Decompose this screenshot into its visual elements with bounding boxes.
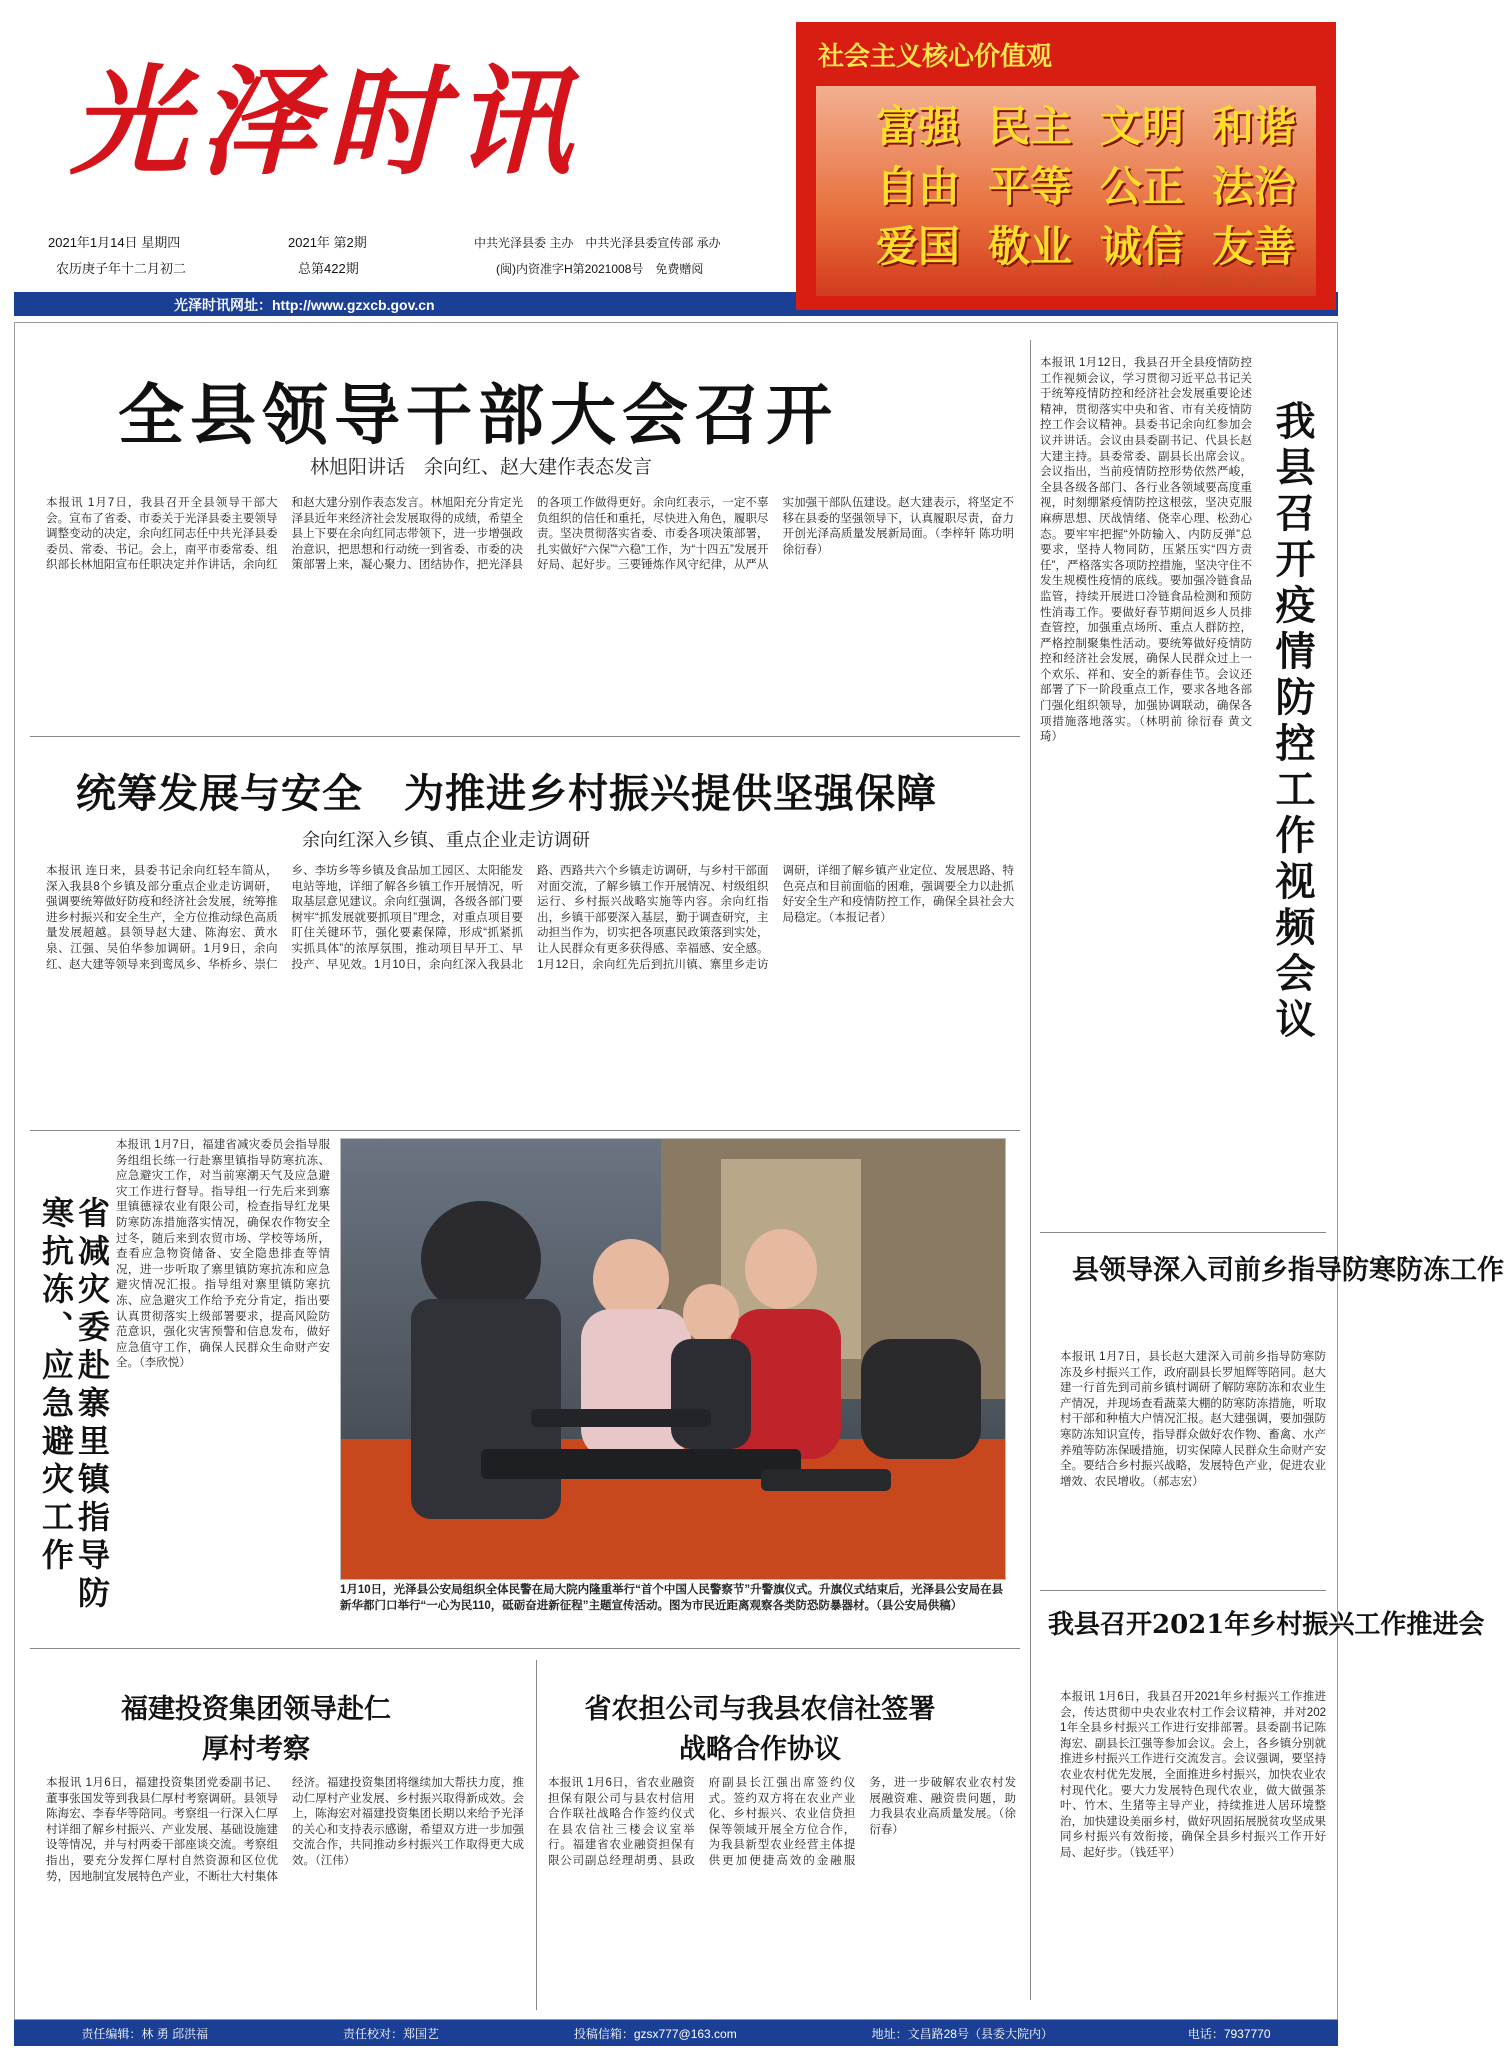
value-word: 诚信 (1099, 222, 1184, 271)
values-row-2 (876, 154, 1296, 214)
values-row-3 (876, 214, 1296, 274)
total-issue: 总第422期 (298, 261, 359, 276)
issue-number: 2021年 第2期 (288, 235, 367, 250)
story2-headline: 统筹发展与安全 为推进乡村振兴提供坚强保障 (76, 770, 937, 817)
column-divider (536, 1660, 537, 2010)
core-values-title: 社会主义核心价值观 (818, 41, 1053, 71)
divider (30, 736, 1020, 737)
lead-headline: 全县领导干部大会召开 (118, 376, 838, 454)
value-word: 文明 (1099, 102, 1184, 151)
divider (30, 1130, 1020, 1131)
date-gregorian: 2021年1月14日 星期四 (48, 235, 181, 250)
page-footer (14, 2020, 1338, 2046)
lead-subhead: 林旭阳讲话 余向红、赵大建作表态发言 (310, 457, 653, 478)
sponsor-line: 中共光泽县委 主办 中共光泽县委宣传部 承办 (474, 236, 721, 250)
value-word: 爱国 (876, 222, 961, 271)
photo-caption: 1月10日，光泽县公安局组织全体民警在局大院内隆重举行“首个中国人民警察节”升警旗仪式。升旗仪式结束后，光泽县公安局在县新华都门口举行“一心为民110，砥砺奋进新征程”主题宣传活动。图为市民近距离观察各类防恐防暴器材。（县公安局供稿） (340, 1584, 1004, 1612)
police-photo (340, 1138, 1006, 1580)
right-story3-headline: 我县召开2021年乡村振兴工作推进会 (1048, 1610, 1485, 1640)
value-word: 公正 (1099, 162, 1184, 211)
right-story2-headline-line1: 县领导深入司前乡指导防寒防冻工作 (1072, 1255, 1504, 1286)
story2-subhead: 余向红深入乡镇、重点企业走访调研 (302, 830, 590, 850)
left-story-body: 本报讯 1月7日，福建省减灾委员会指导服务组组长练一行赴寨里镇指导防寒抗冻、应急避灾工作，对当前寒潮天气及应急避灾工作进行督导。指导组一行先后来到寨里镇德禄农业有限公司，检查指导红龙果防寒防冻措施落实情况，确保农作物安全过冬，随后来到农贸市场、学校等场所，查看应急物资储备、安全隐患排查等情况，进一步听取了寨里镇防寒抗冻和应急避灾情况汇报。指导组对寨里镇防寒抗冻、应急避灾工作给予充分肯定，指出要认真贯彻落实上级部署要求，提高风险防范意识，强化灾害预警和信息发布，做好应急值守工作，确保人民群众生命财产安全。（李欣悦） (116, 1139, 330, 1370)
footer-address: 地址：文昌路28号（县委大院内） (871, 2026, 1053, 2041)
footer-editor: 责任编辑：林 勇 邱洪福 (81, 2026, 209, 2041)
bottom-story1-headline: 福建投资集团领导赴仁厚村考察 (121, 1694, 391, 1765)
value-word: 敬业 (987, 222, 1072, 271)
values-row-1 (876, 94, 1296, 154)
left-story-headline: 省减灾委赴寨里镇指导防寒抗冻、应急避灾工作 (37, 1196, 111, 1614)
footer-email[interactable]: 投稿信箱：gzsx777@163.com (573, 2026, 737, 2041)
value-word: 自由 (876, 162, 961, 211)
divider (30, 1648, 1020, 1649)
core-values-ad (796, 22, 1336, 310)
footer-proofreader: 责任校对：郑国艺 (342, 2026, 439, 2041)
website-text[interactable]: 光泽时讯网址：http://www.gzxcb.gov.cn (174, 297, 435, 313)
lead-body: 本报讯 1月7日，我县召开全县领导干部大会。宣布了省委、市委关于光泽县委主要领导调整变动的决定，余向红同志任中共光泽县委委员、常委、书记。会上，南平市委常委、组织部长林旭阳宣布任职决定并作讲话，余向红和赵大建分别作表态发言。林旭阳充分肯定光泽县近年来经济社会发展取得的成绩，希望全县上下要在余向红同志带领下，进一步增强政治意识，把思想和行动统一到省委、市委的决策部署上来，凝心聚力、团结协作，把光泽县的各项工作做得更好。余向红表示，一定不辜负组织的信任和重托，尽快进入角色，履职尽责。坚决贯彻落实省委、市委各项决策部署，扎实做好“六保”“六稳”工作，为“十四五”发展开好局、起好步。三要锤炼作风守纪律，从严从实加强干部队伍建设。赵大建表示，将坚定不移在县委的坚强领导下，认真履职尽责，奋力开创光泽高质量发展新局面。（李梓轩 陈功明 徐衍春） (46, 497, 1014, 572)
license-line: (闽)内资准字H第2021008号 免费赠阅 (496, 262, 704, 276)
divider (1040, 1232, 1326, 1233)
right-story1-body: 本报讯 1月12日，我县召开全县疫情防控工作视频会议，学习贯彻习近平总书记关于统筹疫情防控和经济社会发展重要论述精神，贯彻落实中央和省、市有关疫情防控工作会议精神。县委书记余向红参加会议并讲话。会议由县委副书记、代县长赵大建主持。县委常委、副县长出席会议。会议指出，当前疫情防控形势依然严峻，全县各级各部门、各行业各领域要高度重视，时刻绷紧疫情防控这根弦，坚决克服麻痹思想、厌战情绪、侥幸心理、松劲心态。要牢牢把握“外防输入、内防反弹”总要求，坚持人物同防，压紧压实“四方责任”，严格落实各项防控措施，坚决守住不发生规模性疫情的底线。要加强冷链食品监管，持续开展进口冷链食品检测和预防性消毒工作。要做好春节期间返乡人员排查管控，加强重点场所、重点人群防控，严格控制聚集性活动。要统筹做好疫情防控和经济社会发展，确保人民群众过上一个欢乐、祥和、安全的新春佳节。会议还部署了下一阶段重点工作，要求各地各部门强化组织领导，加强协调联动，确保各项措施落地落实。（林明前 徐衍春 黄文琦） (1040, 357, 1252, 744)
newspaper-masthead: 光泽时讯 (70, 52, 583, 191)
right-story1-headline: 我县召开疫情防控工作视频会议 (1269, 400, 1316, 1044)
bottom-story2-headline: 省农担公司与我县农信社签署战略合作协议 (584, 1694, 936, 1765)
value-word: 民主 (987, 102, 1072, 151)
bottom-story2-body: 本报讯 1月6日，省农业融资担保有限公司与县农村信用合作联社战略合作签约仪式在县农信社三楼会议室举行。福建省农业融资担保有限公司副总经理胡勇、县政府副县长江强出席签约仪式。签约双方将在农业产业化、乡村振兴、农业信贷担保等领域开展全方位合作，为我县新型农业经营主体提供更加便捷高效的金融服务，进一步破解农业农村发展融资难、融资贵问题，助力我县农业高质量发展。（徐衍春） (548, 1777, 1016, 1867)
value-word: 法治 (1211, 162, 1296, 211)
right-story2-body: 本报讯 1月7日，县长赵大建深入司前乡指导防寒防冻及乡村振兴工作，政府副县长罗旭辉等陪同。赵大建一行首先到司前乡镇村调研了解防寒防冻和农业生产情况，并现场查看蔬菜大棚的防寒防冻措施，听取村干部和种植大户情况汇报。赵大建强调，要加强防寒防冻知识宣传，指导群众做好农作物、畜禽、水产养殖等防冻保暖措施，切实保障人民群众生命财产安全。要结合乡村振兴战略，发展特色产业，促进农业增效、农民增收。（郝志宏） (1060, 1351, 1326, 1488)
date-lunar: 农历庚子年十二月初二 (56, 261, 187, 276)
value-word: 平等 (987, 162, 1072, 211)
police-photo-illustration (341, 1139, 1005, 1579)
column-divider (1030, 340, 1031, 2000)
value-word: 友善 (1211, 222, 1296, 271)
divider (1040, 1590, 1326, 1591)
footer-phone: 电话：7937770 (1187, 2026, 1271, 2041)
core-values-panel (816, 86, 1316, 296)
story2-body: 本报讯 连日来，县委书记余向红轻车简从，深入我县8个乡镇及部分重点企业走访调研，强调要统筹做好防疫和经济社会发展，统筹推进乡村振兴和安全生产，全方位推动绿色高质量发展超越。县领导赵大建、陈海宏、黄水泉、江强、吴伯华参加调研。1月9日，余向红、赵大建等领导来到鸾凤乡、华桥乡、崇仁乡、李坊乡等乡镇及食品加工园区、太阳能发电站等地，详细了解各乡镇工作开展情况，听取基层意见建议。余向红强调，各级各部门要树牢“抓发展就要抓项目”理念，对重点项目要盯住关键环节，强化要素保障，形成“抓紧抓实抓具体”的浓厚氛围，推动项目早开工、早投产、早见效。1月10日，余向红深入我县北路、西路共六个乡镇走访调研，与乡村干部面对面交流，了解乡镇工作开展情况、村级组织运行、乡村振兴战略实施等内容。余向红指出，乡镇干部要深入基层，勤于调查研究，主动担当作为，切实把各项惠民政策落到实处，让人民群众有更多获得感、幸福感、安全感。1月12日，余向红先后到抗川镇、寨里乡走访调研，详细了解乡镇产业定位、发展思路、特色亮点和目前面临的困难，强调要全力以赴抓好安全生产和疫情防控工作，确保全县社会大局稳定。（本报记者） (46, 865, 1014, 971)
value-word: 和谐 (1211, 102, 1296, 151)
bottom-story1-body: 本报讯 1月6日，福建投资集团党委副书记、董事张国发等到我县仁厚村考察调研。县领导陈海宏、李春华等陪同。考察组一行深入仁厚村详细了解乡村振兴、产业发展、基础设施建设等情况，并与村两委干部座谈交流。考察组指出，要充分发挥仁厚村自然资源和区位优势，因地制宜发展特色产业，不断壮大村集体经济。福建投资集团将继续加大帮扶力度，推动仁厚村产业发展、乡村振兴取得新成效。会上，陈海宏对福建投资集团长期以来给予光泽的关心和支持表示感谢，希望双方进一步加强交流合作，共同推动乡村振兴工作取得更大成效。（江伟） (46, 1777, 524, 1883)
right-story3-body: 本报讯 1月6日，我县召开2021年乡村振兴工作推进会，传达贯彻中央农业农村工作会议精神，并对2021年全县乡村振兴工作进行安排部署。县委副书记陈海宏、副县长江强等参加会议。会上，各乡镇分别就推进乡村振兴工作进行交流发言。会议强调，要坚持农业农村优先发展，全面推进乡村振兴，加快农业农村现代化。要大力发展特色现代农业，做大做强茶叶、竹木、生猪等主导产业，持续推进人居环境整治，加快建设美丽乡村，做好巩固拓展脱贫攻坚成果同乡村振兴有效衔接，确保全县乡村振兴工作开好局、起好步。（钱廷平） (1060, 1691, 1326, 1859)
value-word: 富强 (876, 102, 961, 151)
core-values-footer: 中国文明网 公益广告 (1156, 274, 1296, 291)
